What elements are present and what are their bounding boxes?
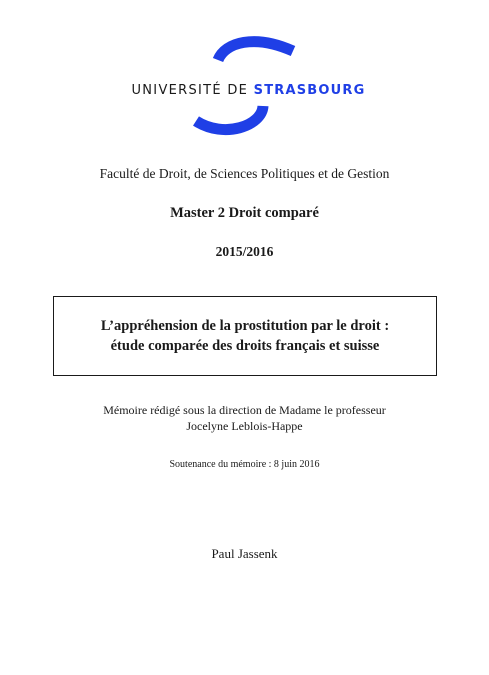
- faculty-name: Faculté de Droit, de Sciences Politiques et de Gestion: [99, 166, 390, 181]
- thesis-title-box: [53, 296, 437, 376]
- defense-date: Soutenance du mémoire : 8 juin 2016: [169, 459, 320, 470]
- swoosh-logo-icon: [0, 0, 489, 150]
- direction-line2: Jocelyne Leblois-Happe: [186, 419, 303, 433]
- university-logo: [0, 0, 489, 150]
- author-name: Paul Jassenk: [211, 546, 278, 561]
- direction-statement: [0, 402, 489, 434]
- university-wordmark: [4, 83, 489, 98]
- wordmark-de: DE: [227, 83, 249, 98]
- thesis-title-line2: étude comparée des droits français et suisse: [110, 338, 380, 354]
- wordmark-universite: UNIVERSITÉ: [131, 83, 222, 98]
- direction-line1: Mémoire rédigé sous la direction de Madame le professeur: [103, 403, 386, 417]
- wordmark-strasbourg: STRASBOURG: [253, 83, 366, 98]
- program-name: Master 2 Droit comparé: [170, 205, 319, 221]
- thesis-title-line1: L’appréhension de la prostitution par le droit :: [100, 318, 390, 334]
- academic-year: 2015/2016: [215, 244, 274, 259]
